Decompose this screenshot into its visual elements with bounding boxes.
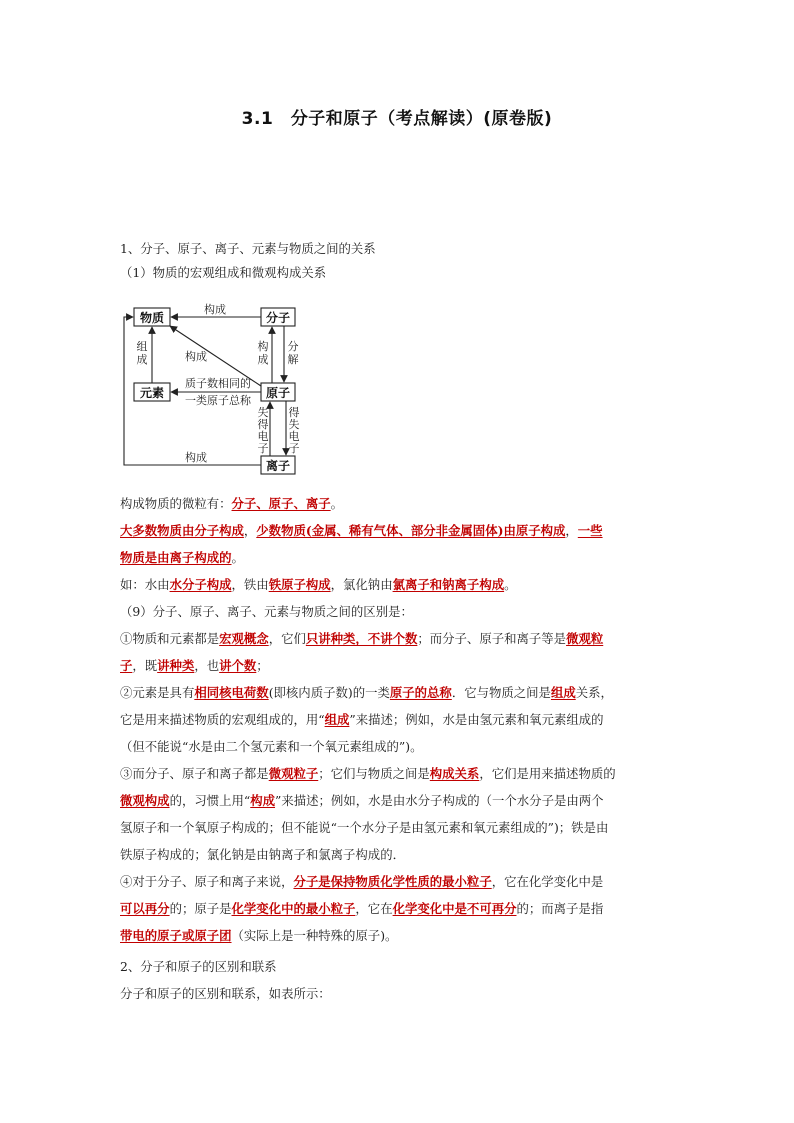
label-goucheng-diag: 构成 — [185, 350, 207, 363]
item-3-line3: 氢原子和一个氧原子构成的；但不能说“一个水分子是由氢元素和氧元素组成的”)；铁是由 — [120, 820, 609, 835]
label-deshi-4: 子 — [288, 442, 300, 455]
label-deshi-1: 得 — [288, 406, 300, 419]
paragraph-particles: 构成物质的微粒有：分子、原子、离子。 — [120, 496, 344, 511]
label-zucheng-2: 成 — [136, 353, 148, 366]
item-1-line2: 子，既讲种类，也讲个数； — [120, 658, 269, 673]
label-goucheng-top: 构成 — [204, 303, 226, 316]
item-3-line2: 微观构成的，习惯上用“构成”来描述；例如，水是由水分子构成的（一个水分子是由两个 — [120, 793, 604, 808]
label-fenzi-goucheng-1: 构 — [257, 340, 269, 353]
label-wuzhi: 物质 — [139, 311, 165, 325]
label-fenzi-goucheng-2: 成 — [257, 353, 269, 366]
item-4-line3: 带电的原子或原子团（实际上是一种特殊的原子)。 — [120, 928, 398, 943]
subsection-1-heading: （1）物质的宏观组成和微观构成关系 — [120, 265, 327, 280]
page-title: 3.1 分子和原子（考点解读）(原卷版) — [241, 109, 553, 129]
paragraph-examples: 如：水由水分子构成，铁由铁原子构成，氯化钠由氯离子和钠离子构成。 — [120, 577, 517, 592]
item-4-line2: 可以再分的；原子是化学变化中的最小粒子，它在化学变化中是不可再分的；而离子是指 — [120, 901, 604, 916]
label-deshi-2: 失 — [288, 418, 300, 431]
label-zucheng-1: 组 — [136, 340, 148, 353]
item-3-line4: 铁原子构成的；氯化钠是由钠离子和氯离子构成的． — [120, 847, 405, 862]
label-yuansu: 元素 — [139, 386, 165, 400]
label-fenjie-2: 解 — [287, 353, 299, 366]
label-yuanzi: 原子 — [265, 386, 291, 400]
label-lizi: 离子 — [265, 459, 291, 473]
section-2-intro: 分子和原子的区别和联系，如表所示： — [120, 986, 331, 1001]
section-1-heading: 1、分子、原子、离子、元素与物质之间的关系 — [120, 241, 376, 256]
item-2-line3: （但不能说“水是由二个氢元素和一个氧元素组成的”)。 — [120, 739, 423, 754]
label-shide-2: 得 — [257, 418, 269, 431]
label-deshi-3: 电 — [288, 430, 300, 443]
label-fenjie-1: 分 — [287, 340, 299, 353]
label-shide-1: 失 — [257, 406, 269, 419]
label-shide-4: 子 — [257, 442, 269, 455]
relationship-diagram — [120, 300, 320, 480]
item-1-line1: ①物质和元素都是宏观概念，它们只讲种类，不讲个数；而分子、原子和离子等是微观粒 — [120, 631, 604, 646]
label-yuansu-def-1: 质子数相同的 — [185, 377, 251, 390]
section-2-heading: 2、分子和原子的区别和联系 — [120, 959, 277, 974]
label-goucheng-bottom: 构成 — [185, 451, 207, 464]
item-3-line1: ③而分子、原子和离子都是微观粒子；它们与物质之间是构成关系，它们是用来描述物质的 — [120, 766, 616, 781]
item-2-line2: 它是用来描述物质的宏观组成的，用“组成”来描述；例如，水是由氢元素和氧元素组成的 — [120, 712, 604, 727]
paragraph-composition-line1: 大多数物质由分子构成，少数物质(金属、稀有气体、部分非金属固体)由原子构成，一些 — [120, 523, 603, 538]
label-shide-3: 电 — [257, 430, 269, 443]
item-2-line1: ②元素是具有相同核电荷数(即核内质子数)的一类原子的总称．它与物质之间是组成关系， — [120, 685, 613, 700]
label-fenzi: 分子 — [265, 311, 291, 325]
item-4-line1: ④对于分子、原子和离子来说，分子是保持物质化学性质的最小粒子，它在化学变化中是 — [120, 874, 604, 889]
paragraph-composition-line2: 物质是由离子构成的。 — [120, 550, 244, 565]
paragraph-differences-heading: （9）分子、原子、离子、元素与物质之间的区别是： — [120, 604, 413, 619]
label-yuansu-def-2: 一类原子总称 — [185, 394, 251, 407]
